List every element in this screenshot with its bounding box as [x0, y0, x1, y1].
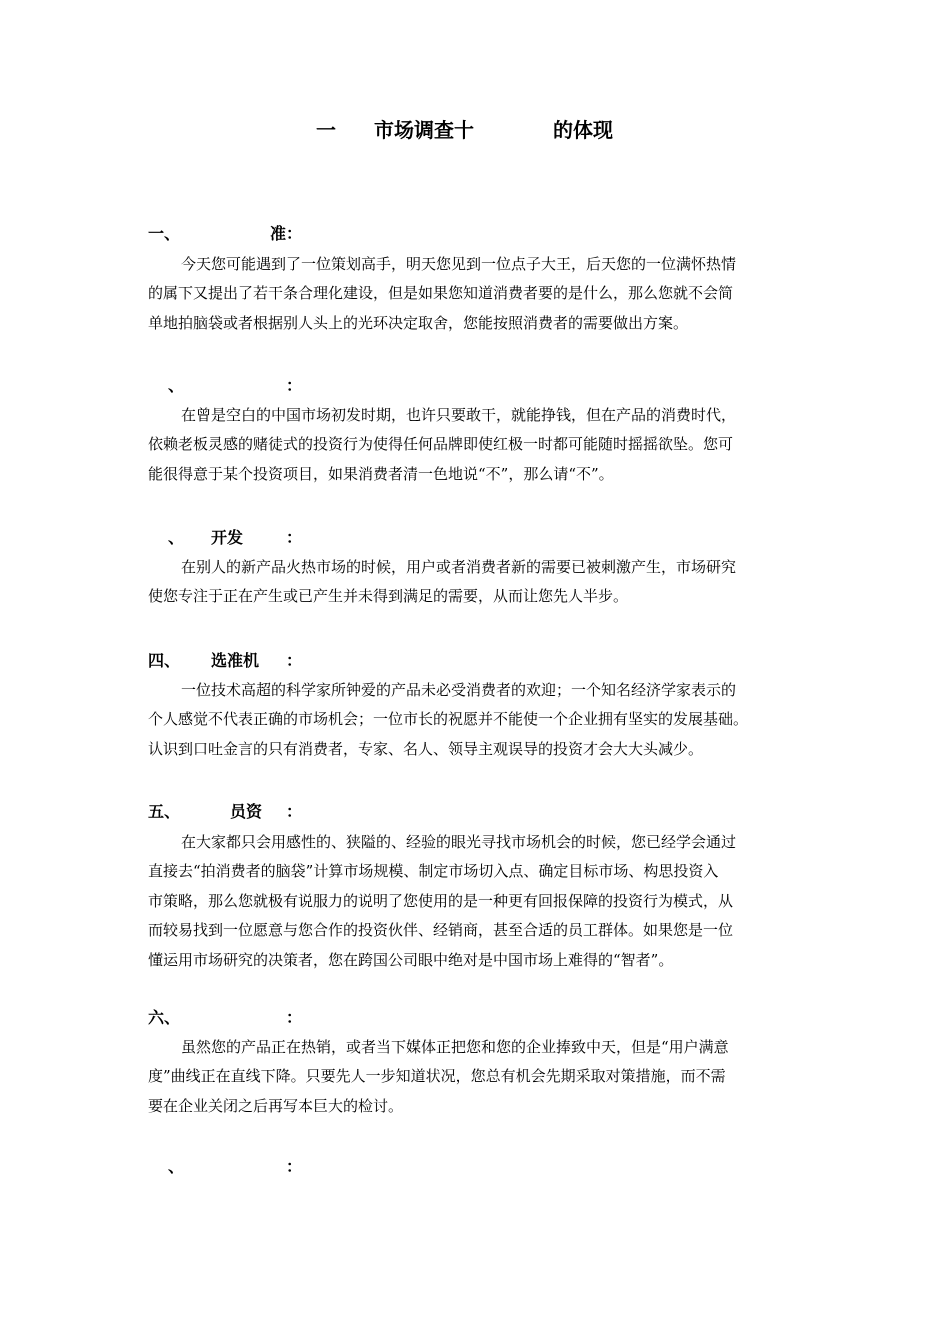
- section-3-paragraph: [148, 553, 810, 612]
- paragraph-line: 单地拍脑袋或者根据别人头上的光环决定取舍，您能按照消费者的需要做出方案。: [148, 313, 689, 332]
- section-2-title-end: ：: [286, 376, 303, 395]
- section-5-title-end: ：: [286, 802, 303, 821]
- paragraph-line: 认识到口吐金言的只有消费者，专家、名人、领导主观误导的投资才会大大头减少。: [148, 739, 704, 758]
- section-2-paragraph: [148, 401, 810, 489]
- section-3-title-middle: 开发: [211, 528, 244, 547]
- paragraph-line: 在曾是空白的中国市场初发时期，也许只要敢干，就能挣钱，但在产品的消费时代，: [181, 406, 737, 424]
- section-4-number: 四、: [148, 651, 181, 670]
- title-part-1: 一: [316, 118, 336, 142]
- paragraph-line: 个人感觉不代表正确的市场机会；一位市长的祝愿并不能使一个企业拥有坚实的发展基础。: [148, 710, 749, 729]
- title-part-2: 市场调查十: [374, 118, 474, 142]
- section-3-number: 、: [168, 528, 185, 547]
- document-title: [0, 115, 950, 145]
- section-6-paragraph: [148, 1033, 810, 1121]
- paragraph-line: 依赖老板灵感的赌徒式的投资行为使得任何品牌即使红极一时都可能随时摇摇欲坠。您可: [148, 435, 734, 454]
- section-5-paragraph: [148, 828, 810, 975]
- section-4-title-end: ：: [286, 651, 303, 670]
- section-3-title-end: ：: [286, 528, 303, 547]
- section-7-title-end: ：: [286, 1157, 303, 1176]
- section-1-title-end: 准：: [270, 224, 303, 243]
- paragraph-line: 虽然您的产品正在热销，或者当下媒体正把您和您的企业捧致中天，但是“用户满意: [181, 1038, 729, 1056]
- paragraph-line: 度”曲线正在直线下降。只要先人一步知道状况，您总有机会先期采取对策措施，而不需: [148, 1067, 726, 1086]
- paragraph-line: 市策略，那么您就极有说服力的说明了您使用的是一种更有回报保障的投资行为模式，从: [148, 891, 734, 910]
- section-6-title-end: ：: [286, 1008, 303, 1027]
- paragraph-line: 的属下又提出了若干条合理化建设，但是如果您知道消费者要的是什么，那么您就不会简: [148, 284, 734, 303]
- section-5-number: 五、: [148, 802, 181, 821]
- section-6-number: 六、: [148, 1008, 181, 1027]
- title-part-3: 的体现: [553, 118, 613, 142]
- section-4-paragraph: [148, 676, 810, 764]
- section-2-number: 、: [168, 376, 185, 395]
- paragraph-line: 使您专注于正在产生或已产生并未得到满足的需要，从而让您先人半步。: [148, 587, 629, 606]
- paragraph-line: 在大家都只会用感性的、狭隘的、经验的眼光寻找市场机会的时候，您已经学会通过: [181, 833, 737, 851]
- section-4-title-middle: 选准机: [211, 651, 260, 670]
- paragraph-line: 能很得意于某个投资项目，如果消费者清一色地说“不”，那么请“不”。: [148, 464, 614, 483]
- paragraph-line: 懂运用市场研究的决策者，您在跨国公司眼中绝对是中国市场上难得的“智者”。: [148, 950, 674, 969]
- paragraph-line: 今天您可能遇到了一位策划高手，明天您见到一位点子大王，后天您的一位满怀热情: [181, 255, 737, 273]
- paragraph-line: 在别人的新产品火热市场的时候，用户或者消费者新的需要已被刺激产生，市场研究: [181, 558, 737, 576]
- paragraph-line: 而较易找到一位愿意与您合作的投资伙伴、经销商，甚至合适的员工群体。如果您是一位: [148, 921, 734, 940]
- paragraph-line: 要在企业关闭之后再写本巨大的检讨。: [148, 1096, 404, 1115]
- paragraph-line: 一位技术高超的科学家所钟爱的产品未必受消费者的欢迎；一个知名经济学家表示的: [181, 681, 737, 699]
- section-7-number: 、: [168, 1157, 185, 1176]
- paragraph-line: 直接去“拍消费者的脑袋”计算市场规模、制定市场切入点、确定目标市场、构思投资入: [148, 862, 719, 881]
- section-5-title-middle: 员资: [230, 802, 263, 821]
- section-1-paragraph: [148, 250, 810, 338]
- section-1-number: 一、: [148, 224, 181, 243]
